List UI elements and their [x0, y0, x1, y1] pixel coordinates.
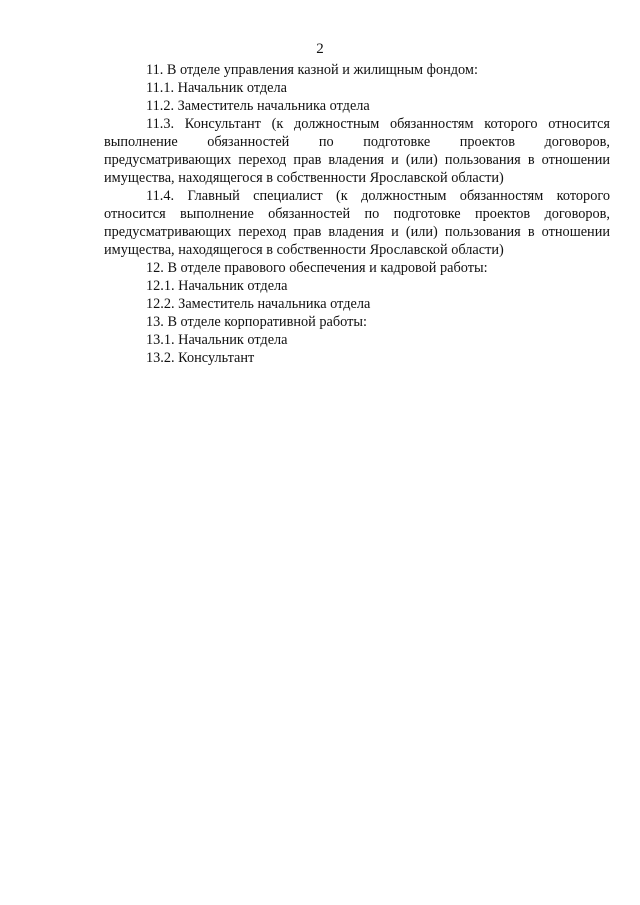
item-11-1: 11.1. Начальник отдела: [146, 80, 287, 96]
section-12-heading: 12. В отделе правового обеспечения и кадровой работы:: [146, 260, 488, 276]
item-12-2: 12.2. Заместитель начальника отдела: [146, 296, 371, 312]
item-11-2: 11.2. Заместитель начальника отдела: [146, 98, 370, 114]
section-13-heading: 13. В отделе корпоративной работы:: [146, 314, 367, 330]
item-12-1: 12.1. Начальник отдела: [146, 278, 288, 294]
item-13-1: 13.1. Начальник отдела: [146, 332, 288, 348]
page-number: 2: [316, 41, 324, 57]
section-11-heading: 11. В отделе управления казной и жилищным фондом:: [146, 62, 478, 78]
item-11-3: 11.3. Консультант (к должностным обязанностям которого относится выполнение обязанностей по подготовке проектов договоров, предусматривающих переход прав владения и (или) пользования в отношении имущества, находящегося в собственности Ярославской области): [104, 116, 610, 186]
item-11-4: 11.4. Главный специалист (к должностным обязанностям которого относится выполнение обязанностей по подготовке проектов договоров, предусматривающих переход прав владения и (или) пользования в отношении имущества, находящегося в собственности Ярославской области): [104, 188, 610, 258]
item-13-2: 13.2. Консультант: [146, 350, 255, 366]
document-body: [104, 61, 610, 367]
